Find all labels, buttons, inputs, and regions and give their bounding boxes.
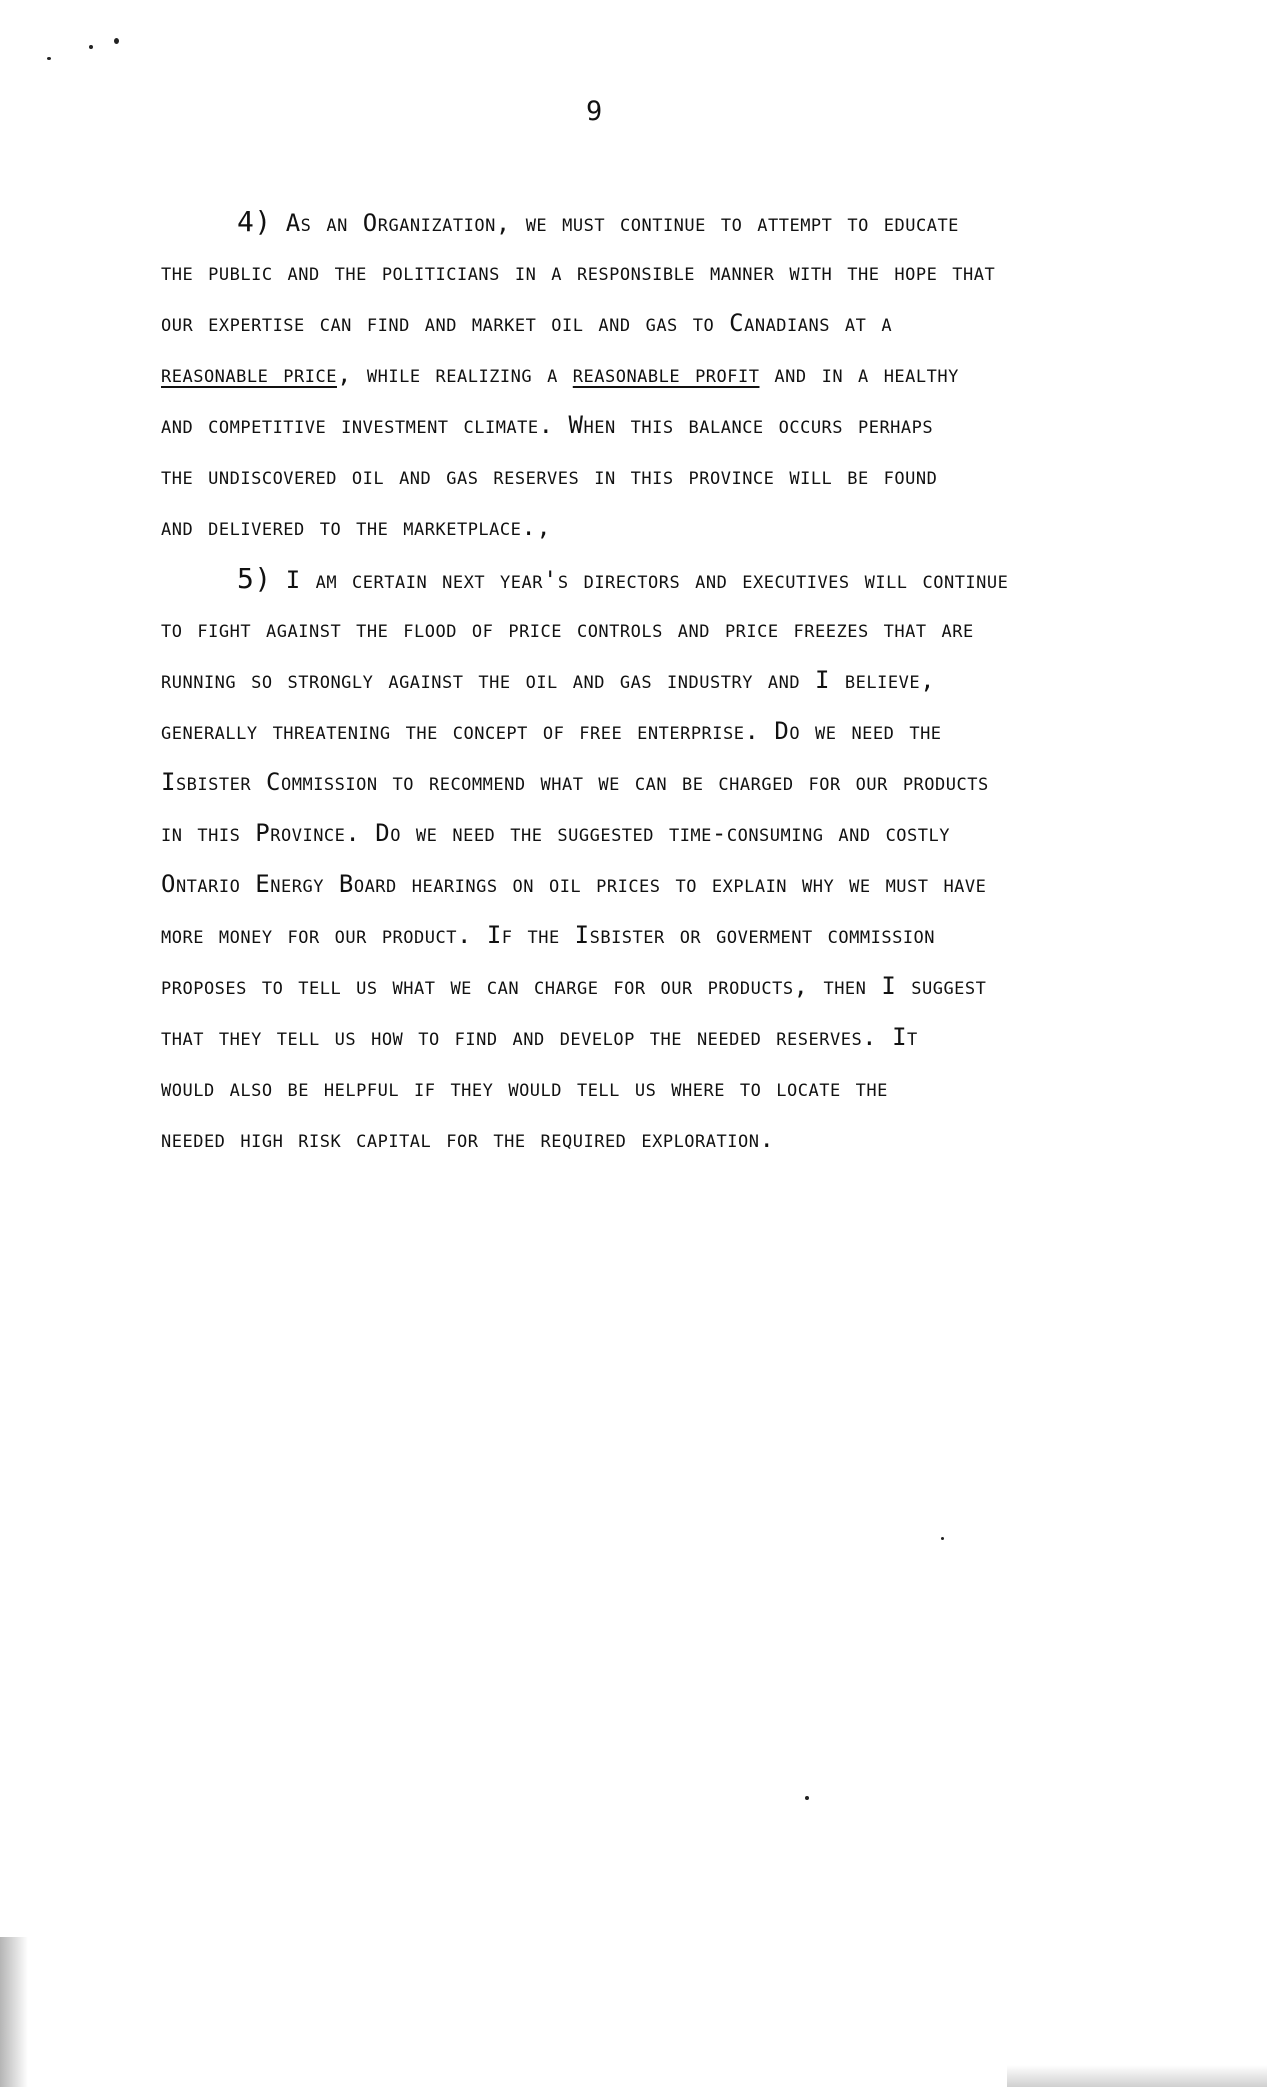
underlined-phrase: reasonable price xyxy=(161,360,337,388)
body-text xyxy=(161,196,1261,1165)
scan-speck xyxy=(47,57,51,60)
paragraph-5-number: 5) xyxy=(237,562,272,595)
paragraph-4-line-6: the undiscovered oil and gas reserves in this province will be found xyxy=(161,462,938,490)
paragraph-4-line-1: 4) As an Organization, we must continue to attempt to educate xyxy=(237,205,959,238)
paragraph-5-line-8: more money for our product. If the Isbister or goverment commission xyxy=(161,921,936,949)
scan-speck xyxy=(89,45,93,49)
paragraph-5-line-12: needed high risk capital for the required exploration. xyxy=(161,1125,775,1153)
scan-speck xyxy=(114,38,119,44)
scan-speck xyxy=(805,1796,809,1800)
paragraph-5-line-3: running so strongly against the oil and gas industry and I believe, xyxy=(161,666,936,694)
paragraph-5-line-11: would also be helpful if they would tell us where to locate the xyxy=(161,1074,888,1102)
paragraph-5-line-4: generally threatening the concept of free enterprise. Do we need the xyxy=(161,717,942,745)
paragraph-4-line-5: and competitive investment climate. When this balance occurs perhaps xyxy=(161,411,934,439)
paragraph-4-number: 4) xyxy=(237,205,272,238)
paragraph-4-line-3: our expertise can find and market oil and gas to Canadians at a xyxy=(161,309,893,337)
paragraph-5-line-7: Ontario Energy Board hearings on oil prices to explain why we must have xyxy=(161,870,987,898)
paragraph-5-line-1: 5) I am certain next year's directors and executives will continue xyxy=(237,562,1009,595)
paragraph-5-line-10: that they tell us how to find and develop the needed reserves. It xyxy=(161,1023,918,1051)
paragraph-5-line-2: to fight against the flood of price controls and price freezes that are xyxy=(161,615,974,643)
underlined-phrase: reasonable profit xyxy=(572,360,760,388)
paragraph-5-line-9: proposes to tell us what we can charge for our products, then I suggest xyxy=(161,972,987,1000)
scan-edge-shadow xyxy=(0,1937,28,2087)
paragraph-5-line-6: in this Province. Do we need the suggested time-consuming and costly xyxy=(161,819,950,847)
paragraph-4-line-2: the public and the politicians in a responsible manner with the hope that xyxy=(161,258,996,286)
paragraph-4-line-7: and delivered to the marketplace., xyxy=(161,513,552,541)
paragraph-5-line-5: Isbister Commission to recommend what we can be charged for our products xyxy=(161,768,989,796)
paragraph-4-line-4: reasonable price, while realizing a reasonable profit and in a healthy xyxy=(161,360,959,388)
scan-speck xyxy=(941,1537,944,1540)
scan-bottom-shadow xyxy=(1007,2065,1267,2087)
page-number: 9 xyxy=(586,96,603,127)
